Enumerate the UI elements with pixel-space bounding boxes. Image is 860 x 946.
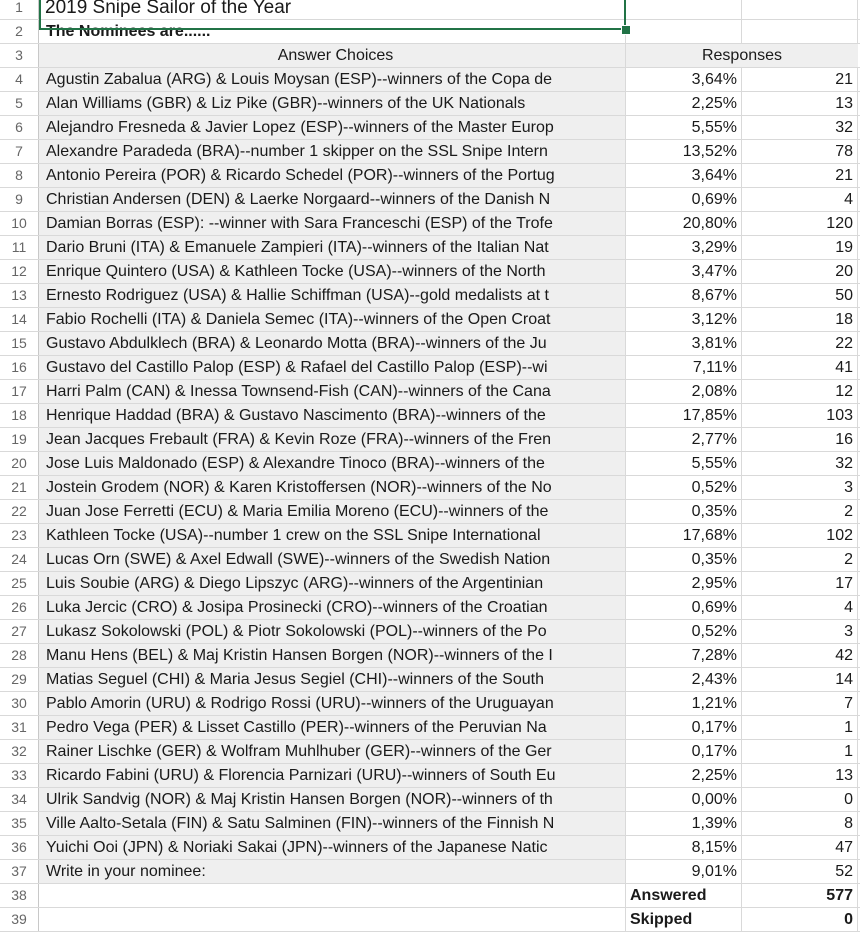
nominee-label-cell[interactable]: Alejandro Fresneda & Javier Lopez (ESP)--winners of the Master Europ [39,116,626,139]
response-count-cell[interactable]: 103 [742,404,858,427]
sheet-row [0,716,860,740]
sheet-row [0,908,860,932]
sheet-row [0,836,860,860]
answer-choices-header[interactable]: Answer Choices [39,44,626,67]
response-count-cell[interactable]: 8 [742,812,858,835]
nominee-label-cell[interactable]: Alexandre Paradeda (BRA)--number 1 skipper on the SSL Snipe Intern [39,140,626,163]
response-count-cell[interactable]: 3 [742,620,858,643]
nominee-label-cell[interactable]: Ville Aalto-Setala (FIN) & Satu Salminen (FIN)--winners of the Finnish N [39,812,626,835]
response-percent-cell[interactable]: 20,80% [626,212,742,235]
response-count-cell[interactable]: 7 [742,692,858,715]
nominee-label-cell[interactable]: Kathleen Tocke (USA)--number 1 crew on the SSL Snipe International [39,524,626,547]
row-header[interactable]: 14 [0,308,39,331]
response-percent-cell[interactable]: 3,29% [626,236,742,259]
response-percent-cell[interactable]: 3,81% [626,332,742,355]
nominee-label-cell[interactable]: Alan Williams (GBR) & Liz Pike (GBR)--winners of the UK Nationals [39,92,626,115]
responses-header[interactable]: Responses [626,44,858,67]
row-header[interactable]: 11 [0,236,39,259]
nominee-label-cell[interactable]: Lucas Orn (SWE) & Axel Edwall (SWE)--winners of the Swedish Nation [39,548,626,571]
response-percent-cell[interactable]: 1,21% [626,692,742,715]
sheet-row [0,44,860,68]
sheet-row [0,884,860,908]
subtitle-cell[interactable]: The Nominees are...... [39,20,626,43]
response-count-cell[interactable]: 2 [742,548,858,571]
row-header[interactable]: 15 [0,332,39,355]
response-percent-cell[interactable]: 5,55% [626,116,742,139]
response-count-cell[interactable]: 17 [742,572,858,595]
response-count-cell[interactable]: 12 [742,380,858,403]
row-header[interactable]: 31 [0,716,39,739]
response-count-cell[interactable]: 47 [742,836,858,859]
response-percent-cell[interactable]: 3,64% [626,164,742,187]
response-percent-cell[interactable]: 0,17% [626,716,742,739]
nominee-label-cell[interactable]: Lukasz Sokolowski (POL) & Piotr Sokolowski (POL)--winners of the Po [39,620,626,643]
response-count-cell[interactable]: 32 [742,116,858,139]
response-percent-cell[interactable]: 0,69% [626,596,742,619]
sheet-row [0,572,860,596]
cell-a[interactable] [39,908,626,931]
sheet-row [0,0,860,20]
fill-handle[interactable] [621,25,631,35]
nominee-label-cell[interactable]: Jose Luis Maldonado (ESP) & Alexandre Tinoco (BRA)--winners of the [39,452,626,475]
nominee-label-cell[interactable]: Antonio Pereira (POR) & Ricardo Schedel (POR)--winners of the Portug [39,164,626,187]
response-percent-cell[interactable]: 7,11% [626,356,742,379]
sheet-row [0,812,860,836]
sheet-title-cell[interactable]: 2019 Snipe Sailor of the Year [39,0,626,19]
response-percent-cell[interactable]: 2,25% [626,92,742,115]
response-count-cell[interactable]: 50 [742,284,858,307]
row-header[interactable]: 3 [0,44,39,67]
response-percent-cell[interactable]: 17,68% [626,524,742,547]
sheet-row [0,92,860,116]
row-header[interactable]: 1 [0,0,39,19]
sheet-row [0,20,860,44]
sheet-row [0,284,860,308]
response-count-cell[interactable]: 20 [742,260,858,283]
response-count-cell[interactable]: 3 [742,476,858,499]
sheet-row [0,212,860,236]
row-header[interactable]: 20 [0,452,39,475]
response-count-cell[interactable]: 78 [742,140,858,163]
row-header[interactable]: 4 [0,68,39,91]
nominee-label-cell[interactable]: Juan Jose Ferretti (ECU) & Maria Emilia Moreno (ECU)--winners of the [39,500,626,523]
row-header[interactable]: 22 [0,500,39,523]
response-percent-cell[interactable]: 0,17% [626,740,742,763]
response-percent-cell[interactable]: 5,55% [626,452,742,475]
sheet-row [0,668,860,692]
response-count-cell[interactable]: 22 [742,332,858,355]
response-percent-cell[interactable]: 1,39% [626,812,742,835]
response-percent-cell[interactable]: 0,52% [626,476,742,499]
row-header[interactable]: 28 [0,644,39,667]
sheet-row [0,740,860,764]
row-header[interactable]: 18 [0,404,39,427]
sheet-row [0,68,860,92]
skipped-label[interactable]: Skipped [626,908,742,931]
nominee-label-cell[interactable]: Jean Jacques Frebault (FRA) & Kevin Roze (FRA)--winners of the Fren [39,428,626,451]
nominee-label-cell[interactable]: Harri Palm (CAN) & Inessa Townsend-Fish (CAN)--winners of the Cana [39,380,626,403]
skipped-value[interactable]: 0 [742,908,858,931]
response-count-cell[interactable]: 120 [742,212,858,235]
nominee-label-cell[interactable]: Damian Borras (ESP): --winner with Sara Franceschi (ESP) of the Trofe [39,212,626,235]
response-count-cell[interactable]: 0 [742,788,858,811]
nominee-label-cell[interactable]: Luis Soubie (ARG) & Diego Lipszyc (ARG)--winners of the Argentinian [39,572,626,595]
sheet-row [0,476,860,500]
response-count-cell[interactable]: 4 [742,188,858,211]
sheet-row [0,644,860,668]
row-header[interactable]: 10 [0,212,39,235]
row-header[interactable]: 34 [0,788,39,811]
nominee-label-cell[interactable]: Manu Hens (BEL) & Maj Kristin Hansen Borgen (NOR)--winners of the I [39,644,626,667]
response-percent-cell[interactable]: 0,52% [626,620,742,643]
row-header[interactable]: 32 [0,740,39,763]
nominee-label-cell[interactable]: Jostein Grodem (NOR) & Karen Kristoffersen (NOR)--winners of the No [39,476,626,499]
response-count-cell[interactable]: 42 [742,644,858,667]
response-percent-cell[interactable]: 8,67% [626,284,742,307]
response-percent-cell[interactable]: 2,25% [626,764,742,787]
row-header[interactable]: 19 [0,428,39,451]
nominee-label-cell[interactable]: Ernesto Rodriguez (USA) & Hallie Schiffman (USA)--gold medalists at t [39,284,626,307]
response-count-cell[interactable]: 21 [742,164,858,187]
response-count-cell[interactable]: 21 [742,68,858,91]
sheet-row [0,428,860,452]
cell-c[interactable] [742,0,858,19]
row-header[interactable]: 39 [0,908,39,931]
row-header[interactable]: 17 [0,380,39,403]
sheet-row [0,524,860,548]
nominee-label-cell[interactable]: Rainer Lischke (GER) & Wolfram Muhlhuber (GER)--winners of the Ger [39,740,626,763]
sheet-row [0,236,860,260]
sheet-row [0,356,860,380]
response-percent-cell[interactable]: 9,01% [626,860,742,883]
response-percent-cell[interactable]: 17,85% [626,404,742,427]
row-header[interactable]: 23 [0,524,39,547]
nominee-label-cell[interactable]: Agustin Zabalua (ARG) & Louis Moysan (ESP)--winners of the Copa de [39,68,626,91]
response-percent-cell[interactable]: 2,77% [626,428,742,451]
row-header[interactable]: 2 [0,20,39,43]
row-header[interactable]: 5 [0,92,39,115]
answered-value[interactable]: 577 [742,884,858,907]
sheet-row [0,404,860,428]
response-percent-cell[interactable]: 3,47% [626,260,742,283]
row-header[interactable]: 25 [0,572,39,595]
cell-b[interactable] [626,20,742,43]
response-count-cell[interactable]: 2 [742,500,858,523]
response-percent-cell[interactable]: 13,52% [626,140,742,163]
response-percent-cell[interactable]: 2,95% [626,572,742,595]
response-count-cell[interactable]: 16 [742,428,858,451]
row-header[interactable]: 38 [0,884,39,907]
sheet-row [0,788,860,812]
sheet-row [0,116,860,140]
row-header[interactable]: 27 [0,620,39,643]
sheet-row [0,764,860,788]
response-percent-cell[interactable]: 2,43% [626,668,742,691]
nominee-label-cell[interactable]: Ricardo Fabini (URU) & Florencia Parnizari (URU)--winners of South Eu [39,764,626,787]
row-header[interactable]: 6 [0,116,39,139]
sheet-row [0,548,860,572]
nominee-label-cell[interactable]: Pablo Amorin (URU) & Rodrigo Rossi (URU)--winners of the Uruguayan [39,692,626,715]
row-header[interactable]: 16 [0,356,39,379]
nominee-label-cell[interactable]: Henrique Haddad (BRA) & Gustavo Nascimento (BRA)--winners of the [39,404,626,427]
sheet-row [0,188,860,212]
row-header[interactable]: 33 [0,764,39,787]
response-percent-cell[interactable]: 2,08% [626,380,742,403]
response-count-cell[interactable]: 13 [742,92,858,115]
sheet-row [0,164,860,188]
cell-a[interactable] [39,884,626,907]
row-header[interactable]: 36 [0,836,39,859]
sheet-row [0,308,860,332]
response-percent-cell[interactable]: 8,15% [626,836,742,859]
response-count-cell[interactable]: 52 [742,860,858,883]
response-percent-cell[interactable]: 3,64% [626,68,742,91]
row-header[interactable]: 12 [0,260,39,283]
response-percent-cell[interactable]: 3,12% [626,308,742,331]
sheet-row [0,860,860,884]
sheet-row [0,380,860,404]
sheet-row [0,140,860,164]
cell-b[interactable] [626,0,742,19]
sheet-row [0,500,860,524]
response-percent-cell[interactable]: 0,35% [626,500,742,523]
response-count-cell[interactable]: 19 [742,236,858,259]
sheet-row [0,260,860,284]
nominee-label-cell[interactable]: Enrique Quintero (USA) & Kathleen Tocke (USA)--winners of the North [39,260,626,283]
cell-c[interactable] [742,20,858,43]
response-count-cell[interactable]: 14 [742,668,858,691]
nominee-label-cell[interactable]: Dario Bruni (ITA) & Emanuele Zampieri (ITA)--winners of the Italian Nat [39,236,626,259]
sheet-row [0,620,860,644]
answered-label[interactable]: Answered [626,884,742,907]
nominee-label-cell[interactable]: Matias Seguel (CHI) & Maria Jesus Segiel (CHI)--winners of the South [39,668,626,691]
sheet-row [0,596,860,620]
row-header[interactable]: 30 [0,692,39,715]
response-count-cell[interactable]: 41 [742,356,858,379]
row-header[interactable]: 26 [0,596,39,619]
response-count-cell[interactable]: 102 [742,524,858,547]
row-header[interactable]: 37 [0,860,39,883]
response-percent-cell[interactable]: 0,69% [626,188,742,211]
nominee-label-cell[interactable]: Write in your nominee: [39,860,626,883]
response-count-cell[interactable]: 4 [742,596,858,619]
response-count-cell[interactable]: 1 [742,740,858,763]
row-header[interactable]: 29 [0,668,39,691]
response-count-cell[interactable]: 32 [742,452,858,475]
row-header[interactable]: 24 [0,548,39,571]
response-count-cell[interactable]: 13 [742,764,858,787]
sheet-row [0,332,860,356]
row-header[interactable]: 13 [0,284,39,307]
response-percent-cell[interactable]: 0,00% [626,788,742,811]
row-header[interactable]: 35 [0,812,39,835]
row-header[interactable]: 9 [0,188,39,211]
nominee-label-cell[interactable]: Fabio Rochelli (ITA) & Daniela Semec (ITA)--winners of the Open Croat [39,308,626,331]
sheet-row [0,692,860,716]
nominee-label-cell[interactable]: Yuichi Ooi (JPN) & Noriaki Sakai (JPN)--winners of the Japanese Natic [39,836,626,859]
response-percent-cell[interactable]: 0,35% [626,548,742,571]
nominee-label-cell[interactable]: Ulrik Sandvig (NOR) & Maj Kristin Hansen Borgen (NOR)--winners of th [39,788,626,811]
row-header[interactable]: 7 [0,140,39,163]
row-header[interactable]: 21 [0,476,39,499]
nominee-label-cell[interactable]: Christian Andersen (DEN) & Laerke Norgaard--winners of the Danish N [39,188,626,211]
response-count-cell[interactable]: 18 [742,308,858,331]
response-percent-cell[interactable]: 7,28% [626,644,742,667]
nominee-label-cell[interactable]: Gustavo Abdulklech (BRA) & Leonardo Motta (BRA)--winners of the Ju [39,332,626,355]
nominee-label-cell[interactable]: Gustavo del Castillo Palop (ESP) & Rafael del Castillo Palop (ESP)--wi [39,356,626,379]
nominee-label-cell[interactable]: Pedro Vega (PER) & Lisset Castillo (PER)--winners of the Peruvian Na [39,716,626,739]
response-count-cell[interactable]: 1 [742,716,858,739]
nominee-label-cell[interactable]: Luka Jercic (CRO) & Josipa Prosinecki (CRO)--winners of the Croatian [39,596,626,619]
row-header[interactable]: 8 [0,164,39,187]
sheet-row [0,452,860,476]
